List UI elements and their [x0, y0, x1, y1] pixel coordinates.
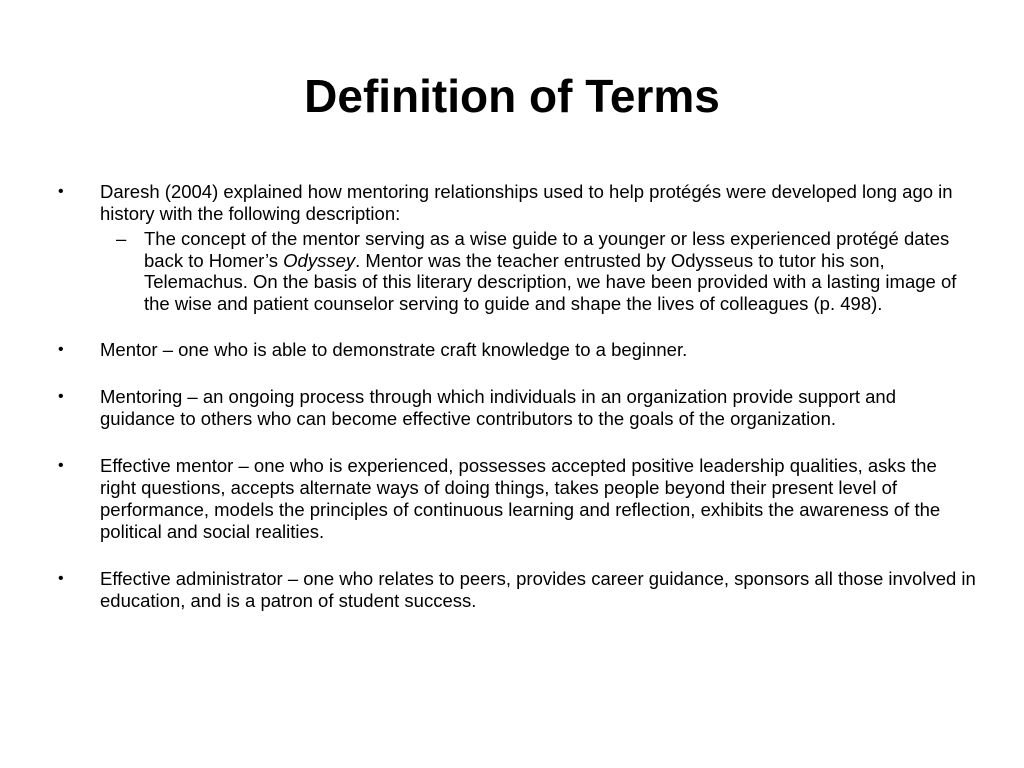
quote-text-start: The concept of the mentor serving as a wise guide to a younger or less experienced protégé dates back to Homer’s: [144, 228, 950, 271]
bullet-text: Effective mentor – one who is experienced, possesses accepted positive leadership qualities, asks the right questions, accepts alternate ways of doing things, takes people beyond their present level of performance, models the principles of continuous learning and reflection, exhibits the awareness of the political and social realities.: [100, 455, 941, 542]
quote-book-title: Odyssey: [283, 249, 356, 271]
bullet-item-daresh: [56, 181, 976, 225]
sub-bullet-item-quote: [56, 228, 976, 314]
spacer: [56, 314, 976, 339]
slide-title: Definition of Terms: [304, 70, 720, 122]
bullet-marker: •: [58, 341, 64, 358]
sub-bullet-marker: –: [116, 228, 127, 249]
bullet-marker: •: [58, 388, 64, 405]
quote-text-end: . Mentor was the teacher entrusted by Odysseus to tutor his son, Telemachus. On the basis of this literary description, we have been provided with a lasting image of the wise and patient counselor serving to guide and shape the lives of colleagues (p. 498).: [144, 249, 957, 314]
bullet-marker: •: [58, 457, 64, 474]
slide-body: [56, 181, 976, 612]
spacer: [56, 543, 976, 568]
bullet-item-mentoring: [56, 386, 976, 430]
bullet-marker: •: [58, 183, 64, 200]
spacer: [56, 361, 976, 386]
spacer: [56, 430, 976, 455]
bullet-text: Effective administrator – one who relates to peers, provides career guidance, sponsors all those involved in education, and is a patron of student success.: [100, 568, 976, 611]
bullet-item-effective-mentor: [56, 455, 976, 543]
bullet-item-mentor: [56, 339, 976, 361]
bullet-text: Mentor – one who is able to demonstrate craft knowledge to a beginner.: [100, 339, 688, 360]
bullet-item-effective-administrator: [56, 568, 976, 612]
bullet-text: Mentoring – an ongoing process through which individuals in an organization provide support and guidance to others who can become effective contributors to the goals of the organization.: [100, 386, 897, 429]
bullet-marker: •: [58, 570, 64, 587]
bullet-text: Daresh (2004) explained how mentoring relationships used to help protégés were developed long ago in history with the following description:: [100, 181, 953, 224]
